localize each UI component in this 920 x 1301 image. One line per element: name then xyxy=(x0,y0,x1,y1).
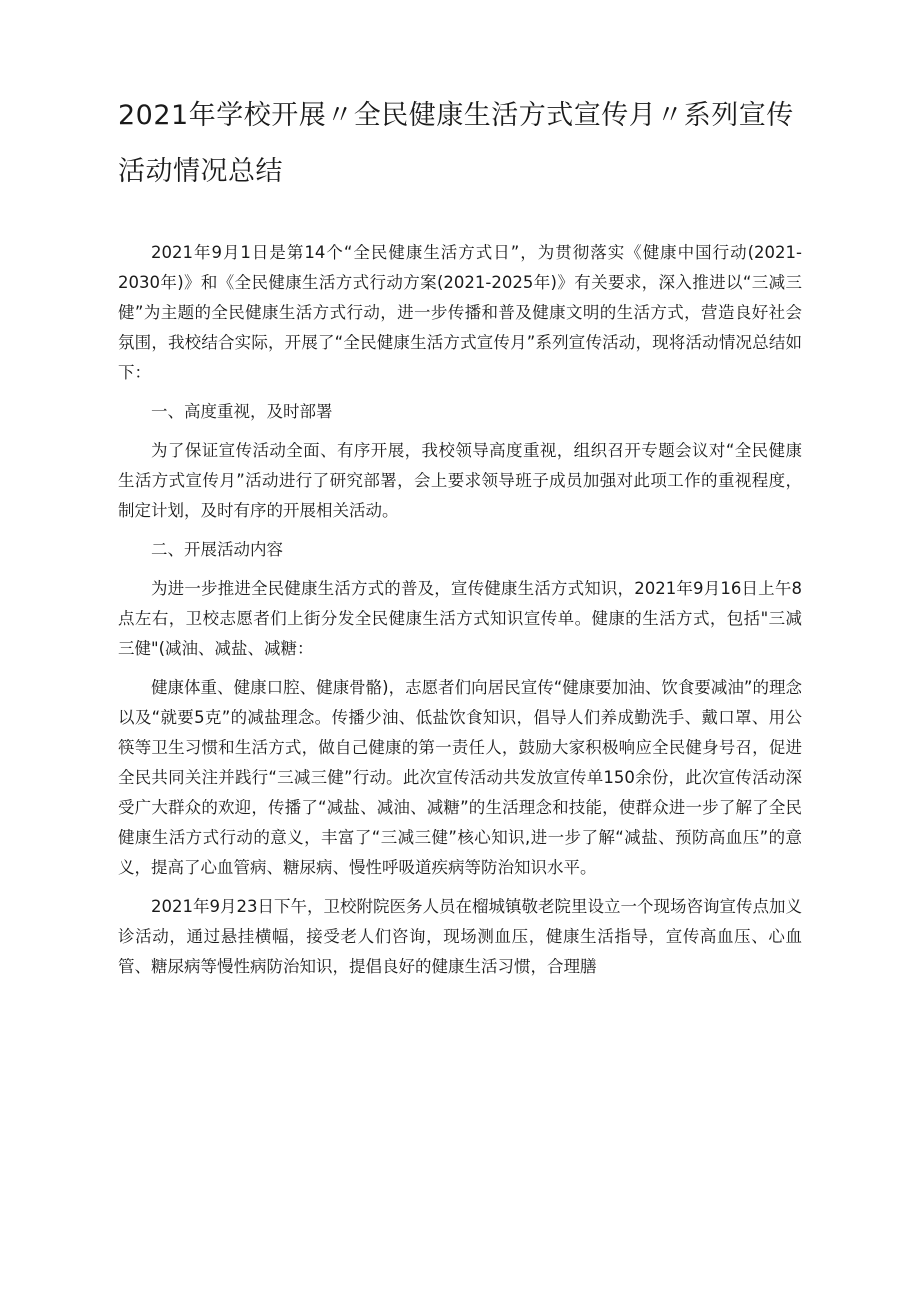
paragraph-activity-leaflets: 为进一步推进全民健康生活方式的普及，宣传健康生活方式知识，2021年9月16日上午8点左右，卫校志愿者们上街分发全民健康生活方式知识宣传单。健康的生活方式，包括"三减三健"(减油、减盐、减糖： xyxy=(118,579,802,658)
section-heading-2: 二、开展活动内容 xyxy=(151,540,283,559)
document-body xyxy=(118,238,802,982)
paragraph-intro: 2021年9月1日是第14个“全民健康生活方式日”，为贯彻落实《健康中国行动(2021-2030年)》和《全民健康生活方式行动方案(2021-2025年)》有关要求，深入推进以“三减三健”为主题的全民健康生活方式行动，进一步传播和普及健康文明的生活方式，营造良好社会氛围，我校结合实际，开展了“全民健康生活方式宣传月”系列宣传活动，现将活动情况总结如下： xyxy=(118,243,802,382)
paragraph-deployment: 为了保证宣传活动全面、有序开展，我校领导高度重视，组织召开专题会议对“全民健康生活方式宣传月”活动进行了研究部署，会上要求领导班子成员加强对此项工作的重视程度，制定计划，及时有序的开展相关活动。 xyxy=(118,441,802,520)
document-title: 2021年学校开展〃全民健康生活方式宣传月〃系列宣传活动情况总结 xyxy=(118,100,794,187)
paragraph-activity-details: 健康体重、健康口腔、健康骨骼)，志愿者们向居民宣传“健康要加油、饮食要减油”的理念以及“就要5克”的减盐理念。传播少油、低盐饮食知识，倡导人们养成勤洗手、戴口罩、用公筷等卫生习惯和生活方式，做自己健康的第一责任人，鼓励大家积极响应全民健身号召，促进全民共同关注并践行“三减三健”行动。此次宣传活动共发放宣传单150余份，此次宣传活动深受广大群众的欢迎，传播了“减盐、减油、减糖”的生活理念和技能，使群众进一步了解了全民健康生活方式行动的意义，丰富了“三减三健”核心知识,进一步了解“减盐、预防高血压”的意义，提高了心血管病、糖尿病、慢性呼吸道疾病等防治知识水平。 xyxy=(118,678,802,877)
section-heading-1: 一、高度重视，及时部署 xyxy=(151,402,333,421)
paragraph-clinic-event: 2021年9月23日下午，卫校附院医务人员在榴城镇敬老院里设立一个现场咨询宣传点加义诊活动，通过悬挂横幅，接受老人们咨询，现场测血压，健康生活指导，宣传高血压、心血管、糖尿病等慢性病防治知识，提倡良好的健康生活习惯，合理膳 xyxy=(118,897,802,976)
